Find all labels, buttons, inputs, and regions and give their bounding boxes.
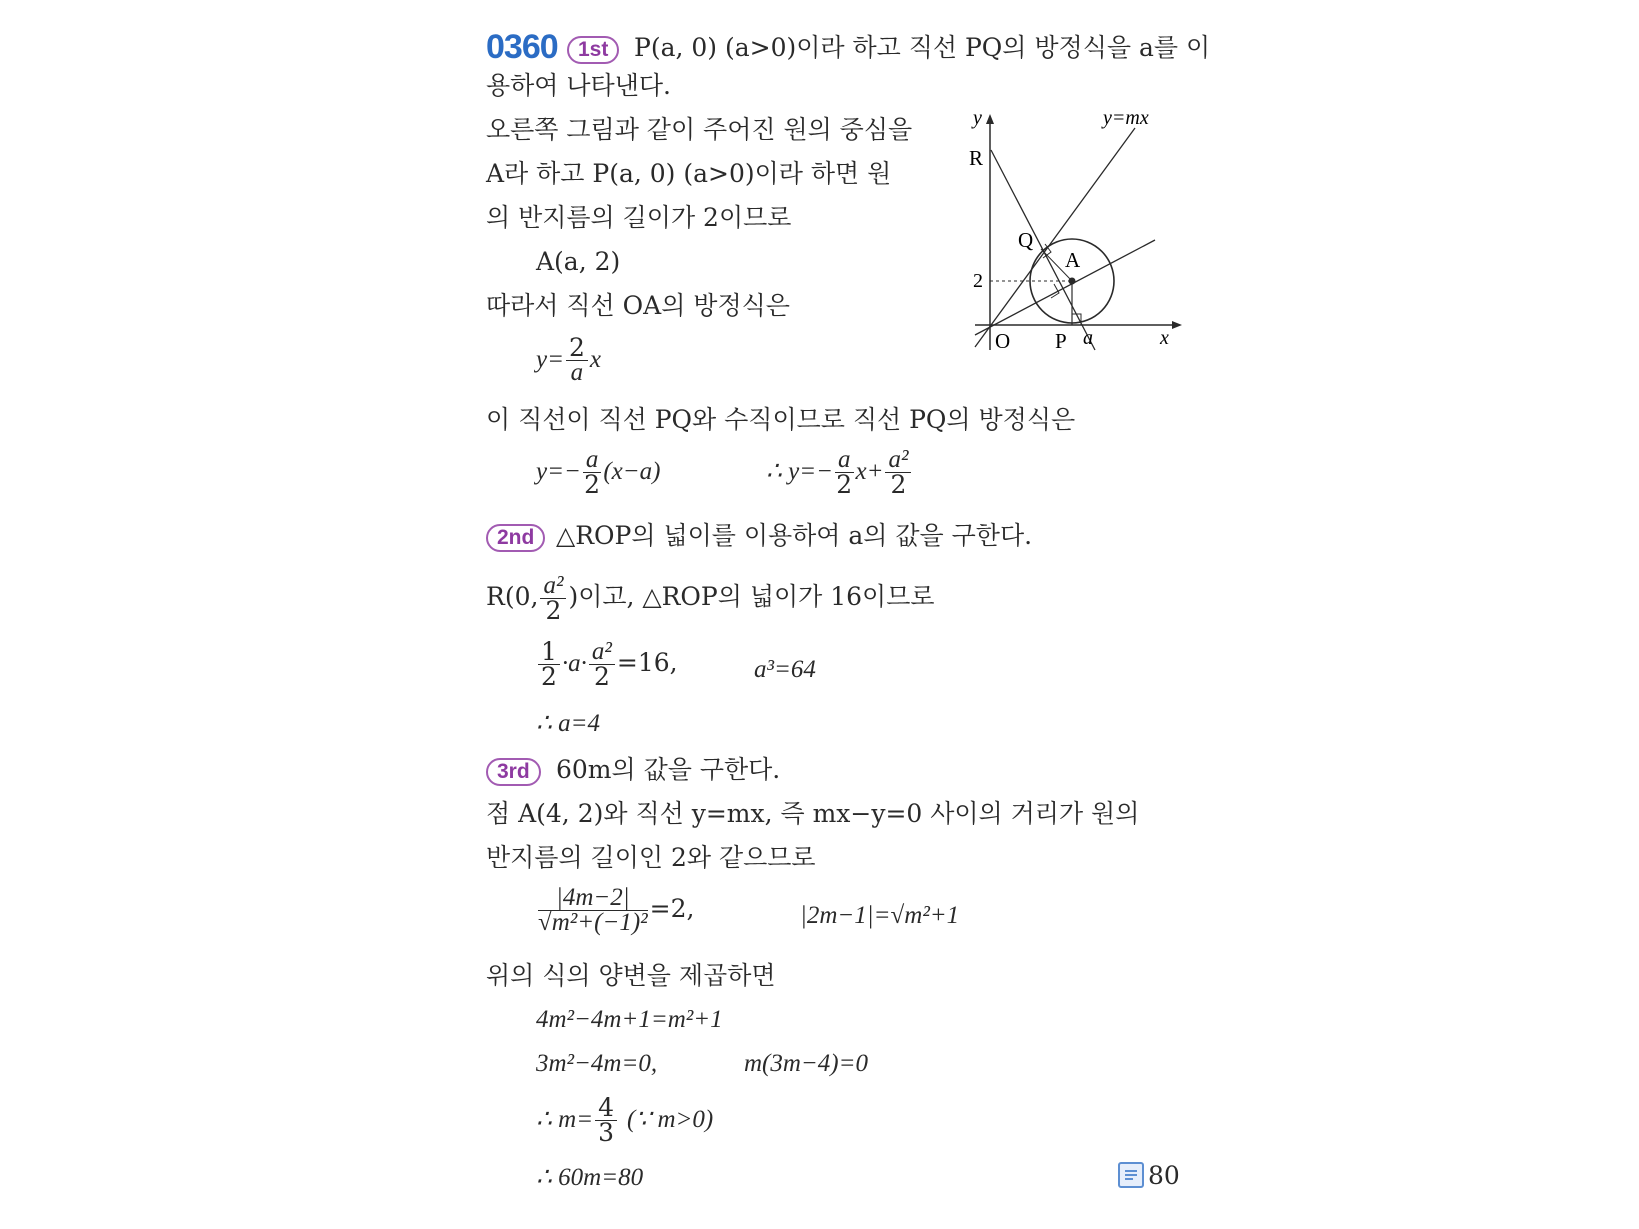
equation-square-2a: 3m²−4m=0, — [536, 1050, 658, 1077]
fraction — [595, 1093, 617, 1147]
fraction — [540, 574, 566, 623]
y-axis-arrow — [986, 114, 994, 124]
equation-line-pq1 — [536, 448, 660, 497]
numerator: 4 — [595, 1096, 617, 1121]
step3-title: 60m의 값을 구한다. — [556, 755, 781, 784]
answer-icon — [1118, 1162, 1144, 1188]
numerator: a — [583, 448, 602, 473]
label-2: 2 — [973, 270, 983, 292]
label-x: x — [1160, 327, 1169, 349]
denominator: 2 — [541, 662, 557, 691]
step1-title: P(a, 0) (a>0)이라 하고 직선 PQ의 방정식을 a를 이 — [634, 33, 1211, 62]
equation-text: R(0, — [486, 582, 539, 611]
numerator: a² — [540, 574, 566, 599]
fraction — [589, 640, 615, 689]
label-y: y — [973, 110, 982, 129]
label-a-value: a — [1083, 327, 1093, 349]
denominator: 2 — [890, 470, 907, 499]
numerator: a² — [589, 640, 615, 665]
equation-center-a: A(a, 2) — [536, 247, 621, 276]
equation-line-oa — [536, 333, 601, 386]
step1-title-cont: 용하여 나타낸다. — [486, 71, 671, 100]
paragraph-line: 따라서 직선 OA의 방정식은 — [486, 291, 790, 320]
line-y-mx — [975, 128, 1135, 347]
denominator: a — [570, 359, 584, 386]
paragraph-line: 점 A(4, 2)와 직선 y=mx, 즉 mx−y=0 사이의 거리가 원의 — [486, 799, 1140, 828]
equation-text: ∴ m= — [536, 1106, 594, 1133]
x-axis-arrow — [1172, 321, 1182, 329]
equation-line-area — [536, 637, 678, 691]
label-q: Q — [1018, 228, 1034, 252]
denominator: 2 — [545, 596, 562, 625]
equation-a-result: ∴ a=4 — [536, 710, 601, 737]
numerator: |4m−2| — [538, 886, 648, 911]
fraction — [583, 448, 602, 497]
paragraph-line: 위의 식의 양변을 제곱하면 — [486, 961, 776, 990]
fraction — [835, 448, 854, 497]
equation-line-distance — [536, 886, 694, 935]
equation-a-cubed: a³=64 — [754, 656, 816, 683]
equation-text: =16, — [616, 648, 678, 677]
label-p: P — [1055, 329, 1067, 353]
paragraph-line: 반지름의 길이인 2와 같으므로 — [486, 843, 816, 872]
label-y-mx: y=mx — [1103, 110, 1149, 129]
numerator: 1 — [538, 640, 560, 665]
label-r: R — [969, 146, 984, 170]
equation-square-2b: m(3m−4)=0 — [744, 1050, 868, 1077]
step1-badge: 1st — [567, 36, 619, 64]
problem-number: 0360 — [486, 28, 558, 66]
equation-text: =2, — [649, 894, 695, 923]
equation-text: (∵ m>0) — [627, 1106, 714, 1133]
fraction — [538, 886, 648, 935]
step3-badge: 3rd — [486, 758, 541, 786]
label-a-point: A — [1065, 248, 1081, 272]
paragraph-line: 의 반지름의 길이가 2이므로 — [486, 203, 792, 232]
paragraph-line: 오른쪽 그림과 같이 주어진 원의 중심을 — [486, 115, 913, 144]
denominator: 3 — [598, 1118, 614, 1147]
equation-text: )이고, △ROP의 넓이가 16이므로 — [568, 582, 935, 611]
denominator: 2 — [593, 662, 610, 691]
numerator: a — [835, 448, 854, 473]
denominator: 2 — [836, 470, 853, 499]
equation-line-r — [486, 574, 935, 623]
numerator: 2 — [566, 336, 588, 361]
denominator: 2 — [584, 470, 601, 499]
denominator: √m²+(−1)² — [538, 909, 648, 936]
equation-text: (x−a) — [603, 458, 661, 485]
fraction — [885, 448, 911, 497]
equation-distance-result: |2m−1|=√m²+1 — [800, 902, 960, 929]
step2-badge: 2nd — [486, 524, 545, 552]
right-angle-mark — [1051, 284, 1059, 298]
step2-title: △ROP의 넓이를 이용하여 a의 값을 구한다. — [556, 521, 1033, 550]
paragraph-line: A라 하고 P(a, 0) (a>0)이라 하면 원 — [486, 159, 892, 188]
equation-square-1: 4m²−4m+1=m²+1 — [536, 1006, 723, 1033]
equation-line-m — [536, 1093, 714, 1147]
numerator: a² — [885, 448, 911, 473]
equation-line-pq2 — [766, 448, 913, 497]
fraction — [566, 333, 588, 386]
equation-text: ·a· — [561, 650, 587, 677]
geometry-figure — [955, 110, 1185, 365]
fraction — [538, 637, 560, 691]
equation-text: y= — [536, 346, 564, 373]
equation-text: x — [589, 346, 601, 373]
equation-text: y=− — [536, 458, 581, 485]
equation-text: x+ — [855, 458, 884, 485]
equation-final: ∴ 60m=80 — [536, 1164, 644, 1191]
answer-value: 80 — [1148, 1161, 1180, 1190]
paragraph-line: 이 직선이 직선 PQ와 수직이므로 직선 PQ의 방정식은 — [486, 405, 1076, 434]
equation-text: ∴ y=− — [766, 458, 833, 485]
label-o: O — [995, 329, 1011, 353]
